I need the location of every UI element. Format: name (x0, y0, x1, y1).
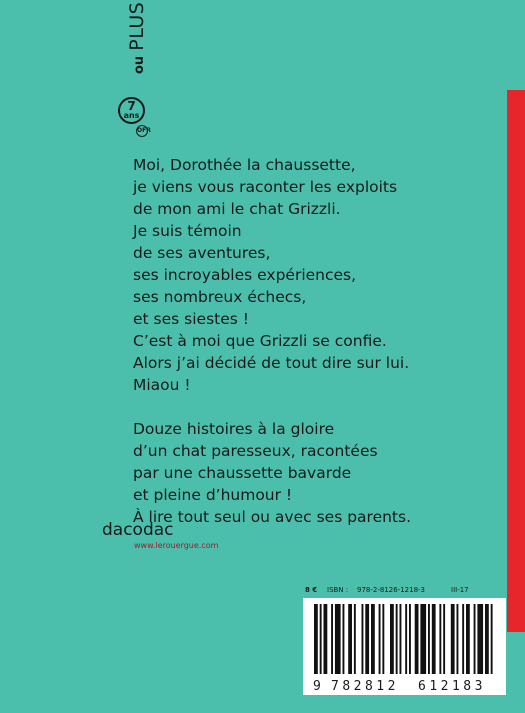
ofr-icon: OFR (136, 125, 148, 137)
barcode-bar (439, 604, 441, 674)
isbn-number: 978-2-8126-1218-3 (357, 586, 426, 594)
barcode-bar (320, 604, 322, 674)
barcode-bar (451, 604, 455, 674)
barcode-bar (415, 604, 419, 674)
blurb-line: À lire tout seul ou avec ses parents. (133, 508, 412, 526)
blurb-line: je viens vous raconter les exploits (133, 178, 398, 196)
blurb-line: par une chaussette bavarde (133, 464, 352, 482)
series-name: PLUS (126, 1, 148, 51)
isbn-label: ISBN : (327, 586, 349, 594)
barcode-bar (432, 604, 436, 674)
barcode-bar (462, 604, 464, 674)
blurb-line: ses nombreux échecs, (133, 288, 307, 306)
series-label (126, 2, 148, 74)
blurb-line: Alors j’ai décidé de tout dire sur lui. (133, 354, 410, 372)
barcode-first-digit: 9 (313, 679, 321, 694)
age-badge (118, 97, 145, 124)
blurb-paragraph-2 (133, 418, 503, 528)
series-prefix: ou (132, 55, 147, 74)
barcode-bar (314, 604, 318, 674)
barcode-bar (405, 604, 407, 674)
barcode-bar (382, 604, 384, 674)
barcode-bar (354, 604, 356, 674)
barcode-bar (371, 604, 375, 674)
barcode-bar (362, 604, 364, 674)
barcode-bar (396, 604, 398, 674)
publisher-logo: dacodac (102, 520, 174, 540)
blurb-line: de ses aventures, (133, 244, 271, 262)
barcode-bar (420, 604, 426, 674)
barcode-group-1: 782812 (331, 679, 399, 694)
blurb-line: et pleine d’humour ! (133, 486, 293, 504)
blurb-line: Miaou ! (133, 376, 191, 394)
blurb-line: Douze histoires à la gloire (133, 420, 335, 438)
barcode-bar (324, 604, 328, 674)
edition-code: III-17 (451, 586, 469, 594)
barcode-bar (348, 604, 352, 674)
barcode-group-2: 612183 (418, 679, 486, 694)
blurb-line: de mon ami le chat Grizzli. (133, 200, 341, 218)
blurb-paragraph-1 (133, 154, 503, 396)
blurb-line: d’un chat paresseux, racontées (133, 442, 378, 460)
barcode-bar (457, 604, 459, 674)
blurb-line: Je suis témoin (133, 222, 242, 240)
blurb-line: et ses siestes ! (133, 310, 249, 328)
barcode-bar (331, 604, 333, 674)
blurb-line: ses incroyables expériences, (133, 266, 357, 284)
barcode-bar (477, 604, 483, 674)
barcode-bar (400, 604, 402, 674)
blurb-line: C’est à moi que Grizzli se confie. (133, 332, 387, 350)
barcode-bar (474, 604, 476, 674)
red-band (507, 90, 525, 632)
back-cover-blurb (133, 154, 503, 528)
price: 8 € (305, 586, 318, 594)
barcode-bar (379, 604, 381, 674)
barcode-bar (443, 604, 445, 674)
barcode-bar (491, 604, 493, 674)
barcode-bar (485, 604, 489, 674)
publisher-url[interactable]: www.lerouergue.com (134, 541, 219, 550)
barcode-bar (466, 604, 470, 674)
barcode-bar (428, 604, 430, 674)
barcode-bar (365, 604, 369, 674)
barcode-bar (343, 604, 345, 674)
barcode-bar (390, 604, 394, 674)
age-unit: ans (123, 111, 140, 120)
blurb-line: Moi, Dorothée la chaussette, (133, 156, 356, 174)
age-number: 7 (127, 99, 136, 113)
barcode-bar (335, 604, 341, 674)
barcode-bars (312, 604, 497, 674)
barcode-bar (409, 604, 411, 674)
